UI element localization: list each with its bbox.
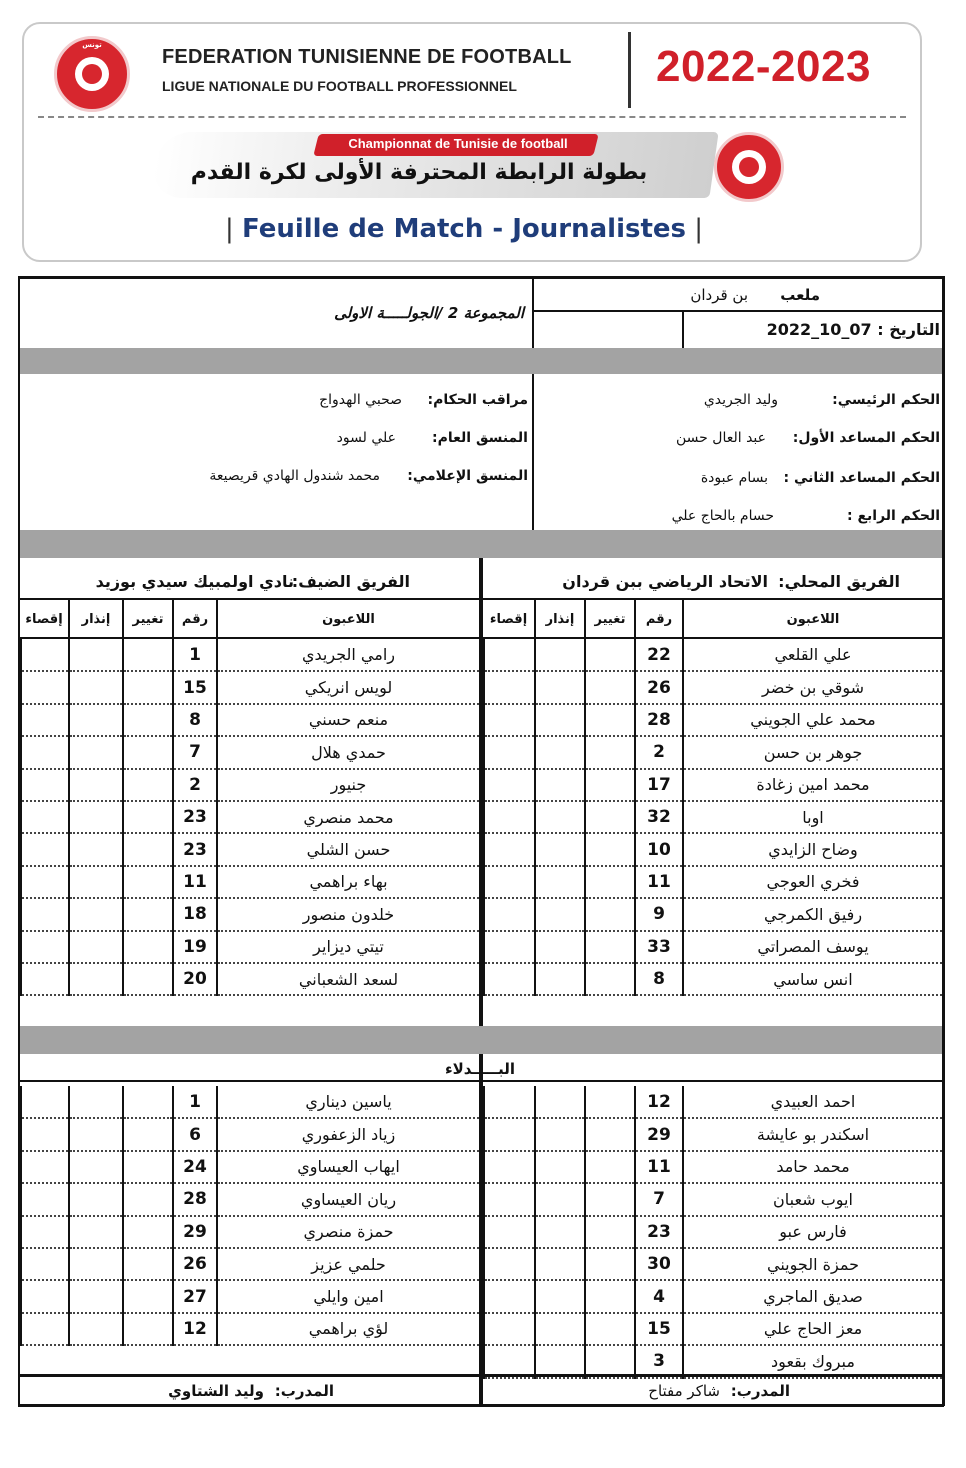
sub-cell [585,833,635,865]
player-name: وضاح الزايدي [683,833,943,865]
player-number: 9 [635,898,683,930]
player-name: ياسين ديناري [217,1086,480,1118]
sub-cell [585,1280,635,1312]
warning-cell [535,1345,585,1377]
player-name: تيتي ديزاير [217,931,480,963]
expulsion-cell [484,671,535,703]
warning-cell [69,736,123,768]
expulsion-cell [21,801,69,833]
player-number: 27 [173,1280,217,1312]
warning-cell [535,639,585,671]
player-number: 15 [173,671,217,703]
player-row [484,963,943,995]
expulsion-cell [21,1248,69,1280]
player-number: 3 [635,1345,683,1377]
col-warning: إنذار [81,612,111,627]
away-team-name: نادي اولمبيك سيدي بوزيد [95,572,294,591]
player-name: رفيق الكمرجي [683,898,943,930]
assistant2: بسام عبودة [700,470,768,486]
expulsion-cell [484,963,535,995]
warning-cell [535,736,585,768]
expulsion-cell [484,704,535,736]
sub-cell [123,704,173,736]
sub-cell [585,1118,635,1150]
warning-cell [69,1280,123,1312]
player-row [484,833,943,865]
player-name: علي القلعي [683,639,943,671]
warning-cell [535,833,585,865]
expulsion-cell [484,1086,535,1118]
sheet-title: | Feuille de Match - Journalistes | [224,214,704,244]
player-number: 2 [173,769,217,801]
player-row [21,1280,480,1312]
player-name: فارس عبو [683,1216,943,1248]
sub-cell [585,1183,635,1215]
expulsion-cell [21,1280,69,1312]
expulsion-cell [21,671,69,703]
col-warning: إنذار [545,612,575,627]
warning-cell [535,1118,585,1150]
warning-cell [535,1280,585,1312]
sub-cell [585,671,635,703]
player-row [484,671,943,703]
warning-cell [535,931,585,963]
away-label: الفريق الضيف: [291,572,410,591]
expulsion-cell [484,833,535,865]
expulsion-cell [21,1183,69,1215]
player-number: 22 [635,639,683,671]
player-row [21,866,480,898]
player-number: 29 [635,1118,683,1150]
sub-cell [585,769,635,801]
separator-bar [20,1026,942,1054]
expulsion-cell [484,736,535,768]
player-row [21,833,480,865]
expulsion-cell [21,898,69,930]
stadium-label: ملعب [780,286,820,304]
player-number: 24 [173,1151,217,1183]
warning-cell [69,1248,123,1280]
home-starters-table [483,639,944,996]
expulsion-cell [21,931,69,963]
warning-cell [535,801,585,833]
match-date: التاريخ : 07_10_2022 [766,320,940,339]
player-name: لؤي براهمي [217,1313,480,1345]
player-row [21,931,480,963]
player-name: امين وايلي [217,1280,480,1312]
sub-cell [585,866,635,898]
sub-cell [585,1151,635,1183]
away-starters-table [20,639,481,996]
player-number: 15 [635,1313,683,1345]
expulsion-cell [21,639,69,671]
player-number: 8 [173,704,217,736]
sub-cell [123,736,173,768]
player-number: 8 [635,963,683,995]
player-row [484,1313,943,1345]
warning-cell [69,1118,123,1150]
sub-cell [585,898,635,930]
player-row [484,769,943,801]
warning-cell [535,671,585,703]
player-number: 30 [635,1248,683,1280]
media-label: المنسق الإعلامي: [407,468,528,484]
player-row [21,671,480,703]
col-sub: تغيير [132,612,164,627]
player-row [21,639,480,671]
player-name: ايهاب العيساوي [217,1151,480,1183]
warning-cell [535,769,585,801]
warning-cell [535,1313,585,1345]
expulsion-cell [21,1151,69,1183]
player-row [484,1280,943,1312]
warning-cell [69,1313,123,1345]
col-number: رقم [645,612,673,627]
logo-text: تونس [82,41,102,49]
stadium: بن قردان [690,286,748,304]
warning-cell [535,1183,585,1215]
home-coach-label: المدرب: [730,1382,790,1400]
player-name: جنيور [217,769,480,801]
expulsion-cell [484,1216,535,1248]
player-number: 11 [173,866,217,898]
player-name: احمد العبيدي [683,1086,943,1118]
sub-cell [123,639,173,671]
player-number: 28 [635,704,683,736]
col-players: اللاعبون [786,612,840,627]
warning-cell [69,704,123,736]
player-number: 2 [635,736,683,768]
championship-ar: بطولة الرابطة المحترفة الأولى لكرة القدم [190,160,648,185]
sub-cell [585,1313,635,1345]
player-row [484,736,943,768]
sub-cell [585,931,635,963]
expulsion-cell [21,866,69,898]
warning-cell [69,1151,123,1183]
sub-cell [585,736,635,768]
player-number: 23 [635,1216,683,1248]
warning-cell [69,931,123,963]
away-coach-label: المدرب: [274,1382,334,1400]
assistant1-label: الحكم المساعد الأول: [792,430,940,446]
warning-cell [535,1086,585,1118]
player-name: منعم حسني [217,704,480,736]
sub-cell [123,866,173,898]
referee-label: الحكم الرئيسي: [832,392,940,408]
player-number: 10 [635,833,683,865]
federation-name: FEDERATION TUNISIENNE DE FOOTBALL [162,46,572,68]
warning-cell [69,801,123,833]
player-name: انس ساسي [683,963,943,995]
warning-cell [69,866,123,898]
player-row [484,1086,943,1118]
player-name: حلمي عزيز [217,1248,480,1280]
player-row [21,1086,480,1118]
fourth-official: حسام بالحاج علي [671,508,774,524]
player-number: 33 [635,931,683,963]
col-number: رقم [181,612,209,627]
sub-cell [123,671,173,703]
player-row [484,898,943,930]
player-number: 28 [173,1183,217,1215]
sub-cell [585,704,635,736]
player-number: 7 [635,1183,683,1215]
sub-cell [123,1248,173,1280]
player-row [21,1313,480,1345]
away-coach: وليد الشتاوي [168,1382,264,1400]
referee: وليد الجريدي [703,392,778,408]
sub-cell [123,801,173,833]
player-row [21,1216,480,1248]
player-number: 1 [173,1086,217,1118]
expulsion-cell [484,1248,535,1280]
player-name: حمزة الجويني [683,1248,943,1280]
player-number: 17 [635,769,683,801]
player-number: 12 [173,1313,217,1345]
player-name: خلدون منصور [217,898,480,930]
expulsion-cell [21,963,69,995]
player-number: 26 [173,1248,217,1280]
league-name: LIGUE NATIONALE DU FOOTBALL PROFESSIONNEL [162,78,517,94]
warning-cell [69,833,123,865]
player-name: مبروك بقعود [683,1345,943,1377]
sub-cell [585,1248,635,1280]
observer: صحبي الهدواج [319,392,402,408]
expulsion-cell [484,1183,535,1215]
player-row [484,1248,943,1280]
player-row [21,704,480,736]
player-number: 20 [173,963,217,995]
player-name: حمزة منصري [217,1216,480,1248]
home-label: الفريق المحلي: [778,572,900,591]
sub-cell [123,833,173,865]
player-name: محمد علي الجويني [683,704,943,736]
player-row [484,1216,943,1248]
player-name: صديق الماجري [683,1280,943,1312]
player-name: شوقي بن خضر [683,671,943,703]
player-row [21,736,480,768]
sub-cell [123,898,173,930]
expulsion-cell [21,833,69,865]
sub-cell [123,1086,173,1118]
player-number: 7 [173,736,217,768]
warning-cell [69,639,123,671]
sub-cell [123,963,173,995]
home-coach: شاكر مفتاح [648,1382,720,1400]
header-divider [628,32,631,108]
sub-cell [585,1345,635,1377]
col-sub: تغيير [594,612,626,627]
sub-cell [123,1151,173,1183]
player-name: حسن الشلي [217,833,480,865]
player-name: جوهر بن حسن [683,736,943,768]
expulsion-cell [21,1086,69,1118]
media: محمد شندول الهادي قريصيعة [209,468,380,484]
player-name: يوسف المصراتي [683,931,943,963]
warning-cell [69,671,123,703]
player-row [484,866,943,898]
player-row [21,898,480,930]
home-team-name: الاتحاد الرياضي ببن قردان [562,572,768,591]
player-name: حمدي هلال [217,736,480,768]
sub-cell [123,1118,173,1150]
player-row [21,1248,480,1280]
player-number: 6 [173,1118,217,1150]
expulsion-cell [484,866,535,898]
expulsion-cell [21,736,69,768]
player-name: اوبا [683,801,943,833]
player-number: 23 [173,833,217,865]
expulsion-cell [484,898,535,930]
expulsion-cell [484,1313,535,1345]
sub-cell [123,1216,173,1248]
player-name: محمد منصري [217,801,480,833]
sub-cell [123,1313,173,1345]
separator-bar [20,348,942,374]
player-row [21,1151,480,1183]
sub-cell [585,801,635,833]
warning-cell [69,1216,123,1248]
player-number: 23 [173,801,217,833]
warning-cell [69,898,123,930]
expulsion-cell [484,801,535,833]
dashed-divider [38,116,906,118]
assistant2-label: الحكم المساعد الثاني : [783,470,940,486]
player-number: 12 [635,1086,683,1118]
player-number: 11 [635,866,683,898]
separator-bar [20,530,942,558]
player-row [484,801,943,833]
warning-cell [535,1216,585,1248]
player-row [21,1118,480,1150]
player-name: محمد امين زغادة [683,769,943,801]
player-name: زياد الزعفوري [217,1118,480,1150]
sub-cell [585,639,635,671]
expulsion-cell [484,639,535,671]
player-row [21,963,480,995]
expulsion-cell [21,704,69,736]
subs-title: البـــــدلاء [444,1060,516,1078]
warning-cell [535,1151,585,1183]
sub-cell [123,1183,173,1215]
player-row [484,1118,943,1150]
player-row [484,931,943,963]
warning-cell [535,704,585,736]
player-row [21,801,480,833]
expulsion-cell [21,769,69,801]
warning-cell [535,866,585,898]
player-row [484,1183,943,1215]
sub-cell [123,769,173,801]
sub-cell [123,1280,173,1312]
player-row [21,1183,480,1215]
player-row [484,704,943,736]
ftf-logo-small-icon [714,132,784,202]
player-number: 11 [635,1151,683,1183]
warning-cell [69,1183,123,1215]
player-name: معز الحاج علي [683,1313,943,1345]
player-number: 32 [635,801,683,833]
season: 2022-2023 [656,42,871,91]
warning-cell [69,963,123,995]
player-number: 29 [173,1216,217,1248]
player-name: ايوب شعبان [683,1183,943,1215]
expulsion-cell [484,1151,535,1183]
header-card [22,22,922,262]
sub-cell [585,1086,635,1118]
expulsion-cell [484,1280,535,1312]
player-name: ريان العيساوي [217,1183,480,1215]
player-name: بهاء براهمي [217,866,480,898]
col-expulsion: إقصاء [25,612,63,627]
player-name: رامي الجريدي [217,639,480,671]
player-name: لسعد الشعباني [217,963,480,995]
player-row [484,1345,943,1377]
sub-cell [123,931,173,963]
col-expulsion: إقصاء [489,612,528,627]
player-row [484,1151,943,1183]
coordinator-label: المنسق العام: [432,430,528,446]
expulsion-cell [484,1345,535,1377]
warning-cell [69,1086,123,1118]
observer-label: مراقب الحكام: [427,392,528,408]
ftf-logo-icon [54,36,130,112]
warning-cell [69,769,123,801]
assistant1: عبد العال حسن [676,430,766,446]
expulsion-cell [484,931,535,963]
sub-cell [585,1216,635,1248]
player-number: 4 [635,1280,683,1312]
expulsion-cell [484,1118,535,1150]
championship-fr: Championnat de Tunisie de football [348,136,568,151]
player-row [21,769,480,801]
home-subs-table [483,1086,944,1379]
expulsion-cell [21,1118,69,1150]
col-players: اللاعبون [322,612,375,627]
player-number: 18 [173,898,217,930]
warning-cell [535,963,585,995]
expulsion-cell [21,1313,69,1345]
sub-cell [585,963,635,995]
away-subs-table [20,1086,481,1346]
group-round: المجموعة 2 /الجولـــــة الاولى [334,304,524,322]
expulsion-cell [21,1216,69,1248]
player-number: 1 [173,639,217,671]
warning-cell [535,1248,585,1280]
player-number: 26 [635,671,683,703]
expulsion-cell [484,769,535,801]
fourth-label: الحكم الرابع : [847,508,940,524]
player-name: محمد حامد [683,1151,943,1183]
player-name: لويس انريكي [217,671,480,703]
player-name: فخري العوجي [683,866,943,898]
player-number: 19 [173,931,217,963]
player-name: اسكندر بو عايشة [683,1118,943,1150]
warning-cell [535,898,585,930]
player-row [484,639,943,671]
coordinator: علي لسود [336,430,396,446]
